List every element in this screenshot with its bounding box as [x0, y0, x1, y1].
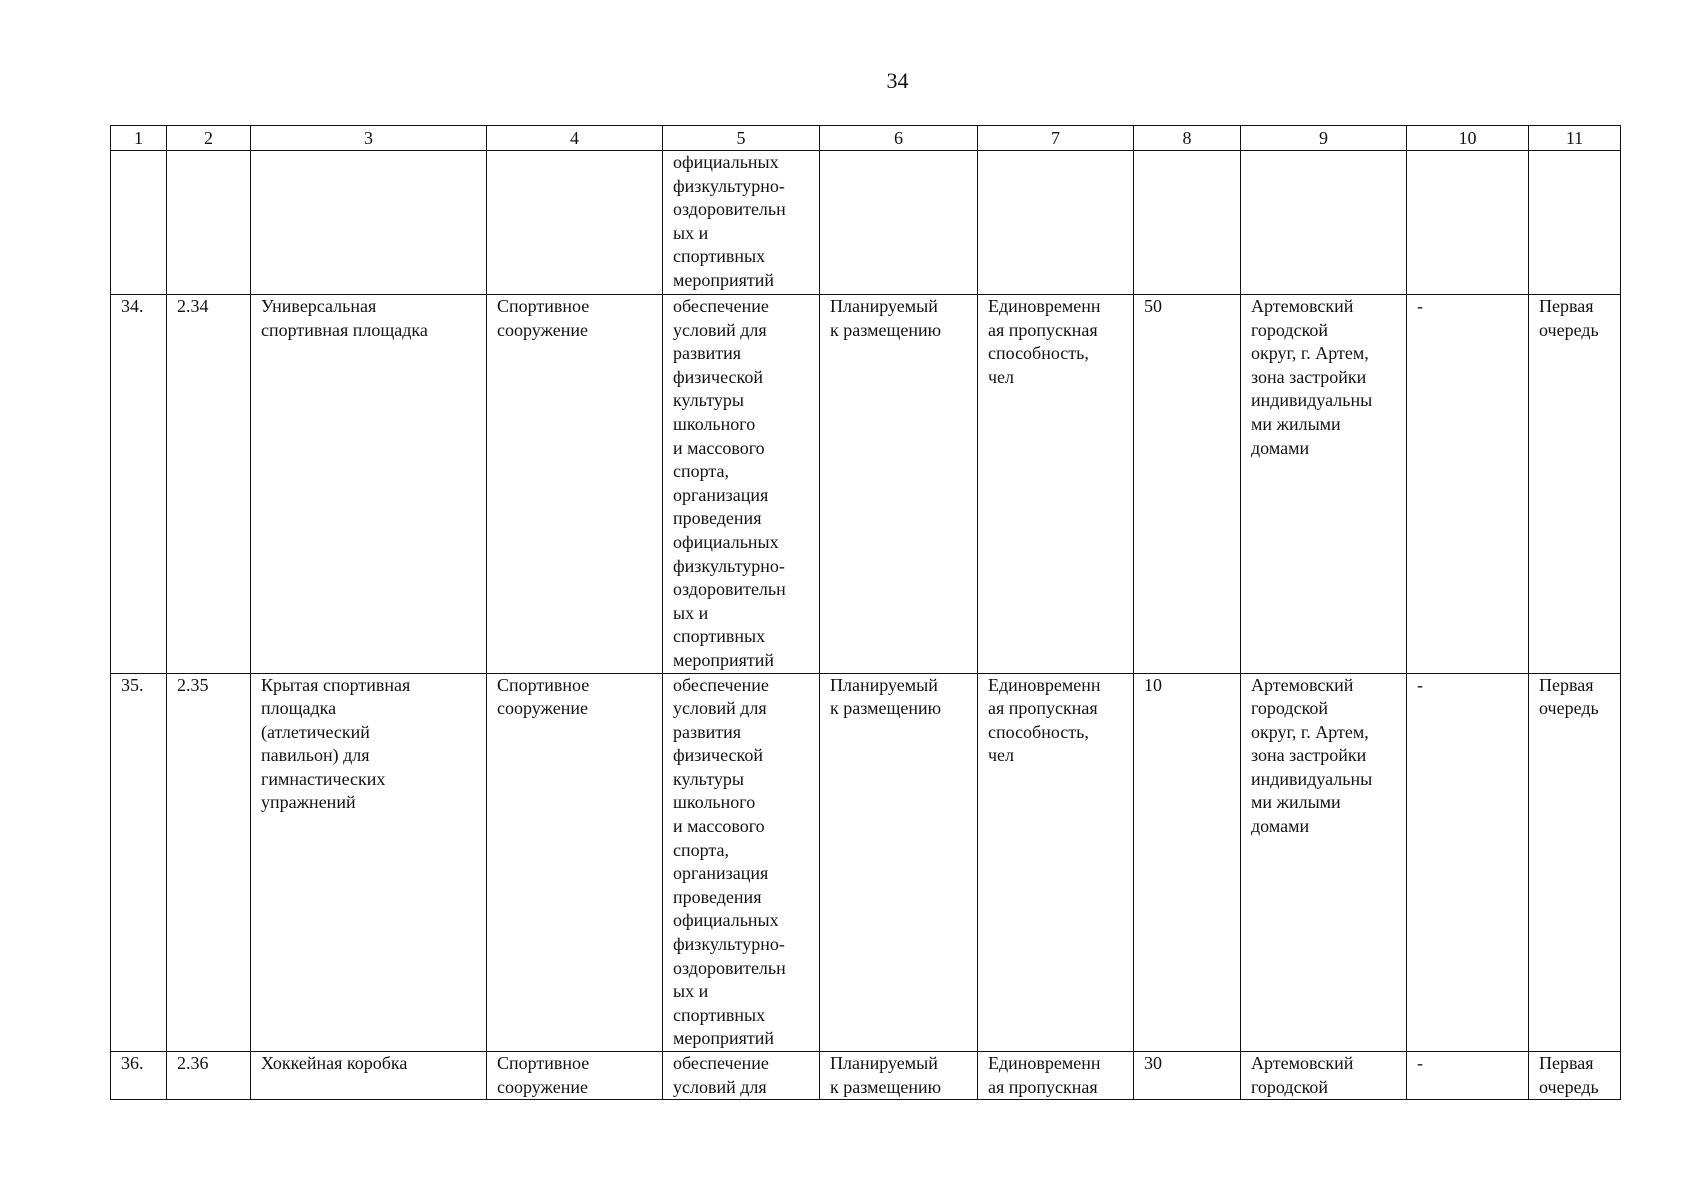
column-number: 3 [251, 126, 487, 151]
cell-characteristic: Единовременн ая пропускная способность, чел [978, 295, 1134, 674]
cell-status: Планируемый к размещению [820, 1052, 978, 1100]
cell-characteristic: Единовременн ая пропускная способность, чел [978, 673, 1134, 1052]
cell-row-number [111, 151, 167, 295]
cell-stage [1529, 151, 1621, 295]
cell-object-type: Спортивное сооружение [487, 673, 663, 1052]
table-row-continuation [111, 151, 1621, 295]
cell-object-code [167, 151, 251, 295]
cell-object-name [251, 151, 487, 295]
page-number: 34 [886, 68, 909, 93]
cell-purpose: обеспечение условий для [663, 1052, 820, 1100]
table-row-34 [111, 295, 1621, 674]
cell-row-number: 35. [111, 673, 167, 1052]
column-number: 7 [978, 126, 1134, 151]
objects-table [110, 125, 1621, 1100]
cell-location [1241, 151, 1407, 295]
cell-row-number: 36. [111, 1052, 167, 1100]
table-row-35 [111, 673, 1621, 1052]
cell-status: Планируемый к размещению [820, 295, 978, 674]
cell-purpose: официальных физкультурно- оздоровительн ых и спортивных мероприятий [663, 151, 820, 295]
cell-stage: Первая очередь [1529, 673, 1621, 1052]
cell-object-name: Хоккейная коробка [251, 1052, 487, 1100]
column-number: 1 [111, 126, 167, 151]
cell-object-code: 2.35 [167, 673, 251, 1052]
column-number: 2 [167, 126, 251, 151]
cell-row-number: 34. [111, 295, 167, 674]
cell-characteristic [978, 151, 1134, 295]
cell-object-name: Крытая спортивная площадка (атлетический павильон) для гимнастических упражнений [251, 673, 487, 1052]
cell-object-name: Универсальная спортивная площадка [251, 295, 487, 674]
column-number: 8 [1134, 126, 1241, 151]
cell-object-code: 2.34 [167, 295, 251, 674]
cell-object-type [487, 151, 663, 295]
cell-zone: - [1407, 295, 1529, 674]
cell-zone: - [1407, 1052, 1529, 1100]
cell-zone: - [1407, 673, 1529, 1052]
cell-stage: Первая очередь [1529, 295, 1621, 674]
cell-value: 30 [1134, 1052, 1241, 1100]
cell-location: Артемовский городской [1241, 1052, 1407, 1100]
column-number: 10 [1407, 126, 1529, 151]
cell-stage: Первая очередь [1529, 1052, 1621, 1100]
table-row-36 [111, 1052, 1621, 1100]
cell-location: Артемовский городской округ, г. Артем, зона застройки индивидуальны ми жилыми домами [1241, 295, 1407, 674]
cell-characteristic: Единовременн ая пропускная [978, 1052, 1134, 1100]
cell-value [1134, 151, 1241, 295]
cell-status [820, 151, 978, 295]
cell-object-type: Спортивное сооружение [487, 1052, 663, 1100]
column-number: 5 [663, 126, 820, 151]
cell-object-type: Спортивное сооружение [487, 295, 663, 674]
cell-value: 10 [1134, 673, 1241, 1052]
cell-zone [1407, 151, 1529, 295]
cell-purpose: обеспечение условий для развития физической культуры школьного и массового спорта, организация проведения официальных физкультурно- оздоровительн ых и спортивных мероприятий [663, 295, 820, 674]
column-number: 9 [1241, 126, 1407, 151]
cell-location: Артемовский городской округ, г. Артем, зона застройки индивидуальны ми жилыми домами [1241, 673, 1407, 1052]
column-number: 6 [820, 126, 978, 151]
cell-status: Планируемый к размещению [820, 673, 978, 1052]
column-number: 11 [1529, 126, 1621, 151]
cell-purpose: обеспечение условий для развития физической культуры школьного и массового спорта, организация проведения официальных физкультурно- оздоровительн ых и спортивных мероприятий [663, 673, 820, 1052]
column-number-row [111, 126, 1621, 151]
cell-value: 50 [1134, 295, 1241, 674]
cell-object-code: 2.36 [167, 1052, 251, 1100]
column-number: 4 [487, 126, 663, 151]
